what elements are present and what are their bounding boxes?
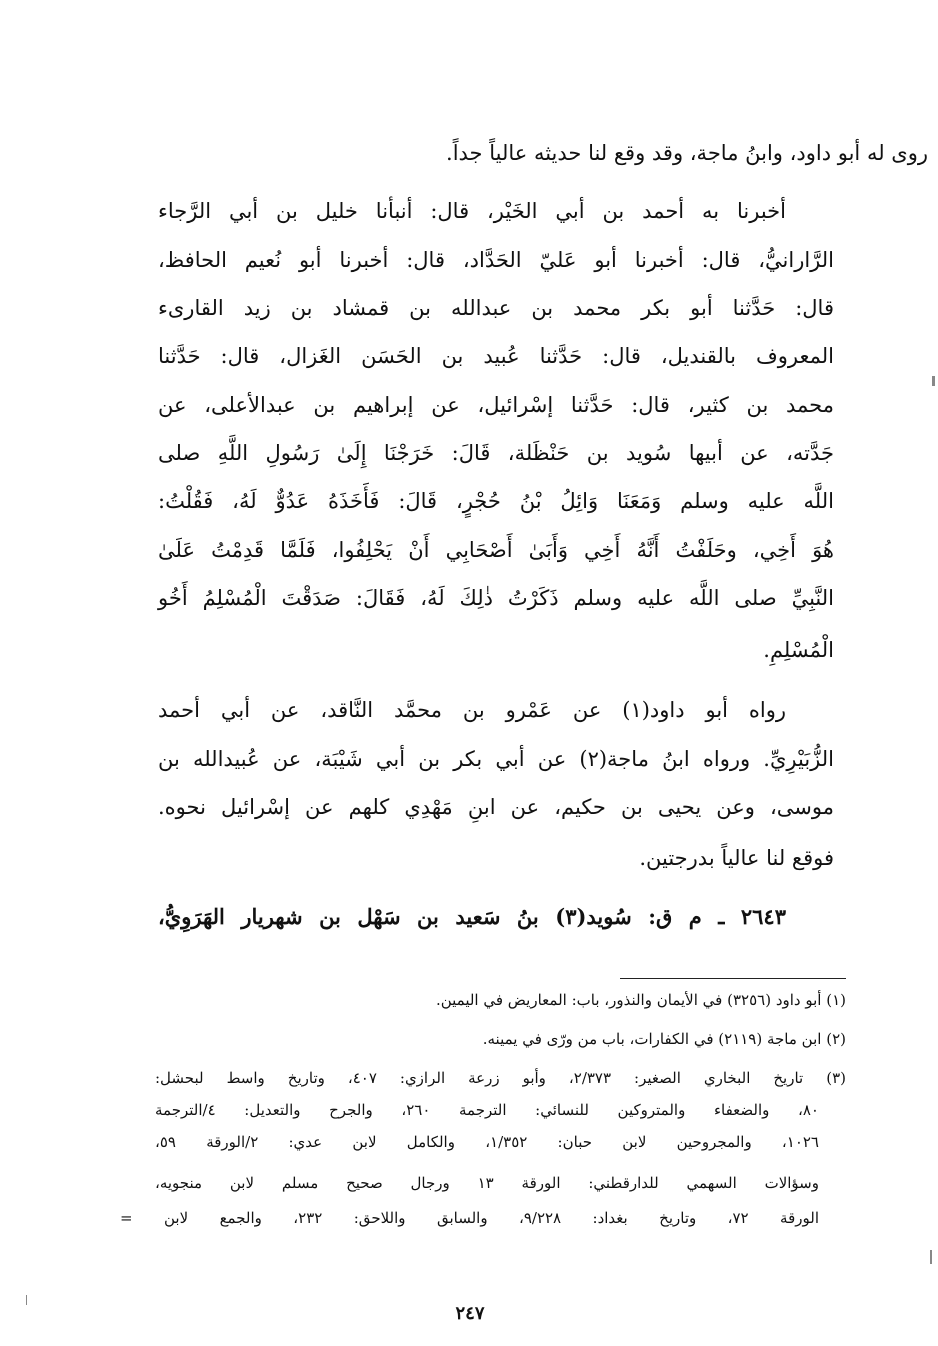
paragraph-3-line-2: الزُّبَيْرِيِّ. ورواه ابنُ ماجة(٢) عن أبي بكر بن أبي شَيْبَة، عن عُبيدالله بن: [158, 747, 835, 771]
paragraph-1-line-1: روى له أبو داود، وابنُ ماجة، وقد وقع لنا حديثه عالياً جداً.: [446, 141, 928, 165]
entry-2643-heading: ٢٦٤٣ ـ م ق: سُويد(٣) بنُ سَعيد بن سَهْل بن شهريار الهَرَوِيُّ،: [158, 904, 786, 929]
footnote-3-line-2: ٨٠، والضعفاء والمتروكين للنسائي: الترجمة ٢٦٠، والجرح والتعديل: ٤/الترجمة: [155, 1101, 819, 1119]
footnote-separator: [620, 978, 846, 979]
footnote-3-line-3: ١٠٢٦، والمجروحين لابن حبان: ١/٣٥٢، والكامل لابن عدي: ٢/الورقة ٥٩،: [155, 1133, 819, 1151]
paragraph-2-line-6: جَدَّته، عن أبيها سُويد بن حَنْظَلة، قَالَ: خَرَجْنَا إِلَىٰ رَسُولِ اللَّهِ صلى: [158, 441, 834, 465]
scan-mark: [932, 376, 935, 386]
paragraph-3-line-1: رواه أبو داود(١) عن عَمْرو بن محمَّد النَّاقد، عن أبي أحمد: [158, 698, 786, 722]
footnote-3-line-1: (٣) تاريخ البخاري الصغير: ٢/٣٧٣، وأبو زرعة الرازي: ٤٠٧، وتاريخ واسط لبحشل:: [155, 1069, 846, 1087]
paragraph-2-line-2: الرَّارانيُّ، قال: أخبرنا أبو عَليّ الحَدَّاد، قال: أخبرنا أبو نُعيم الحافظ،: [158, 248, 834, 272]
paragraph-2-line-8: هُوَ أَخِي، وحَلَفْتُ أَنَّهُ أَخِي وَأَبَىٰ أَصْحَابِي أَنْ يَحْلِفُوا، فَلَمَّا قَدِمْتُ عَلَىٰ: [158, 538, 834, 562]
paragraph-2-line-1: أخبرنا به أحمد بن أبي الخَيْر، قال: أنبأنا خليل بن أبي الرَّجاء: [158, 199, 786, 223]
footnote-3-line-4: وسؤالات السهمي للدارقطني: الورقة ١٣ ورجال صحيح مسلم لابن منجويه،: [155, 1174, 819, 1192]
paragraph-2-line-4: المعروف بالقنديل، قال: حَدَّثنا عُبيد بن الحَسَن الغَزال، قال: حَدَّثنا: [158, 344, 834, 368]
scan-mark: [930, 1250, 932, 1264]
paragraph-2-line-5: محمد بن كثير، قال: حَدَّثنا إسْرائيل، عن إبراهيم بن عبدالأعلى، عن: [158, 393, 834, 417]
paragraph-3-line-4: فوقع لنا عالياً بدرجتين.: [639, 846, 834, 870]
paragraph-3-line-3: موسى، وعن يحيى بن حكيم، عن ابنِ مَهْدِي كلهم عن إسْرائيل نحوه.: [158, 795, 834, 819]
footnote-3-line-5: الورقة ٧٢، وتاريخ بغداد: ٩/٢٢٨، والسابق واللاحق: ٢٣٢، والجمع لابن =: [120, 1209, 819, 1227]
paragraph-2-line-10: الْمُسْلِمِ.: [763, 638, 834, 662]
paragraph-2-line-9: النَّبِيِّ صلى اللَّه عليه وسلم ذَكَرْتُ ذٰلِكَ لَهُ، فَقَالَ: صَدَقْتَ الْمُسْلِمُ أَخُو: [158, 586, 834, 610]
paragraph-2-line-3: قال: حَدَّثنا أبو بكر محمد بن عبدالله بن قمشاد بن زيد القارىء: [158, 296, 834, 320]
paragraph-2-line-7: اللَّه عليه وسلم وَمَعَنَا وَائِلُ بْنُ حُجْرٍ، قَالَ: فَأَخَذَهُ عَدُوٌّ لَهُ، فَقُلْتُ:: [158, 489, 834, 513]
footnote-2: (٢) ابن ماجة (٢١١٩) في الكفارات، باب من ورّى في يمينه.: [482, 1030, 846, 1048]
scan-mark: [26, 1295, 27, 1305]
footnote-1: (١) أبو داود (٣٢٥٦) في الأيمان والنذور، باب: المعاريض في اليمين.: [435, 991, 846, 1009]
page-number: ٢٤٧: [455, 1303, 485, 1324]
